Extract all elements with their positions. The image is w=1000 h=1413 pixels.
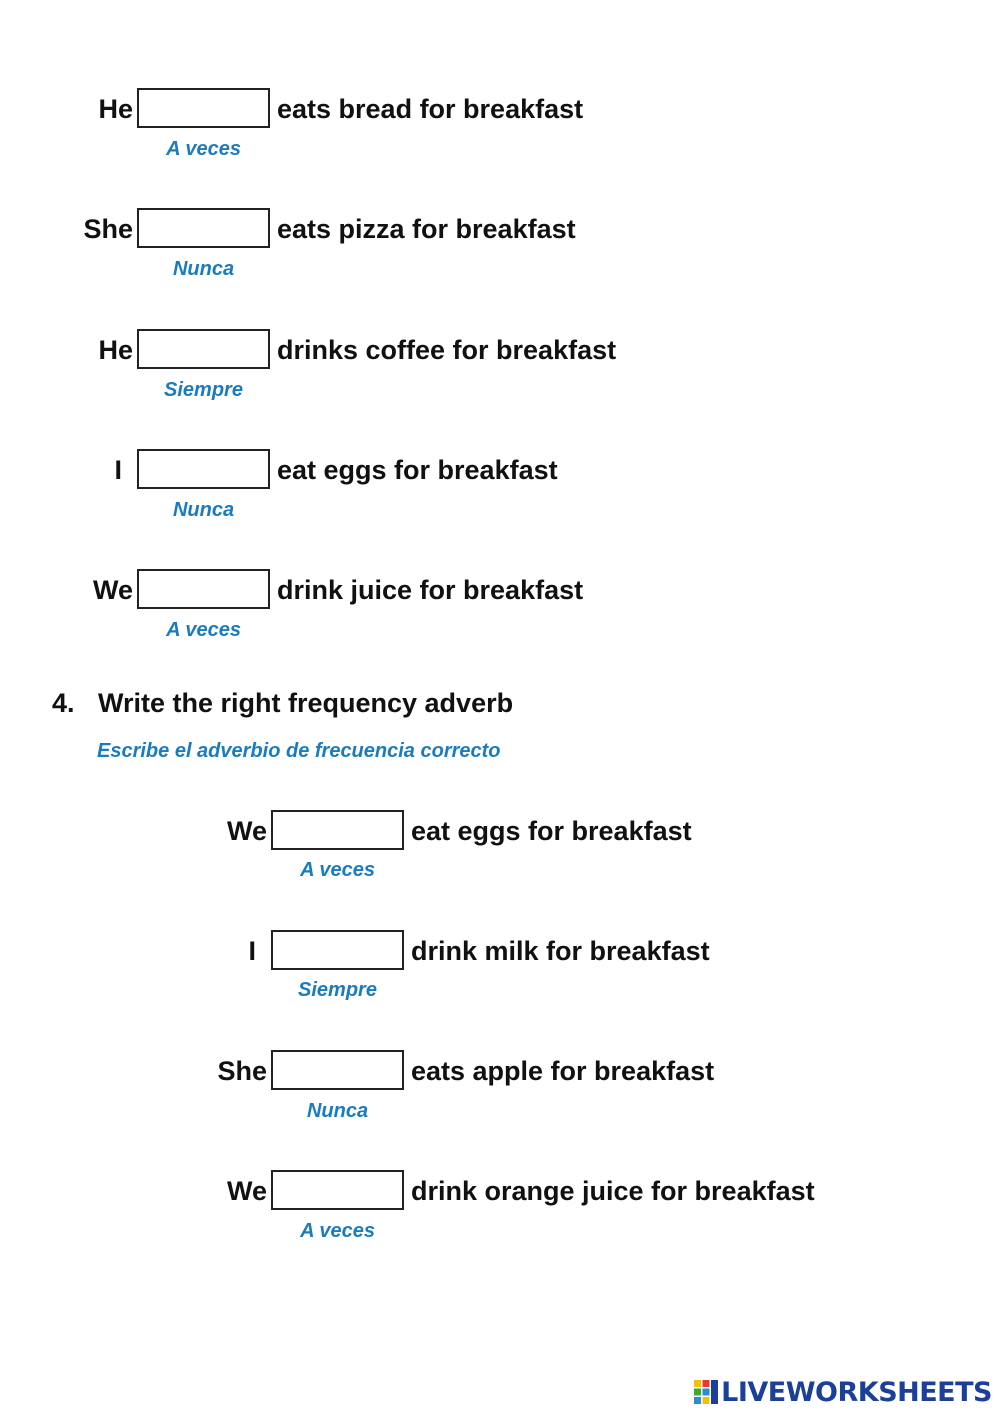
spanish-hint: Nunca: [172, 499, 235, 521]
answer-input-box[interactable]: [271, 810, 404, 850]
answer-input-box[interactable]: [137, 208, 270, 248]
sentence-text: drink milk for breakfast: [411, 936, 710, 966]
subject-label: She: [217, 1056, 267, 1086]
answer-input-box[interactable]: [271, 1050, 404, 1090]
subject-label: I: [114, 455, 122, 485]
section-subtitle: Escribe el adverbio de frecuencia correcto: [97, 740, 501, 762]
sentence-text: eats pizza for breakfast: [277, 214, 576, 244]
answer-input-box[interactable]: [271, 930, 404, 970]
subject-label: We: [92, 575, 133, 605]
section-number: 4.: [52, 688, 75, 718]
subject-label: She: [83, 214, 133, 244]
sentence-text: drink orange juice for breakfast: [411, 1176, 815, 1206]
spanish-hint: A veces: [300, 859, 375, 881]
answer-input-box[interactable]: [137, 88, 270, 128]
subject-label: He: [98, 335, 133, 365]
spanish-hint: Siempre: [298, 979, 377, 1001]
sentence-text: eat eggs for breakfast: [411, 816, 692, 846]
sentence-text: drinks coffee for breakfast: [277, 335, 617, 365]
answer-input-box[interactable]: [137, 449, 270, 489]
answer-input-box[interactable]: [271, 1170, 404, 1210]
spanish-hint: A veces: [166, 138, 241, 160]
sentence-text: eats apple for breakfast: [411, 1056, 715, 1086]
answer-input-box[interactable]: [137, 569, 270, 609]
section-title: Write the right frequency adverb: [98, 688, 514, 718]
sentence-text: drink juice for breakfast: [277, 575, 584, 605]
spanish-hint: A veces: [166, 619, 241, 641]
brand-footer: [693, 1377, 992, 1407]
spanish-hint: Nunca: [306, 1100, 369, 1122]
section-heading: [52, 688, 513, 719]
brand-name: LIVEWORKSHEETS: [721, 1376, 992, 1408]
spanish-hint: A veces: [300, 1220, 375, 1242]
subject-label: We: [226, 816, 267, 846]
subject-label: We: [226, 1176, 267, 1206]
subject-label: He: [98, 94, 133, 124]
subject-label: I: [248, 936, 256, 966]
answer-input-box[interactable]: [137, 329, 270, 369]
spanish-hint: Siempre: [164, 379, 243, 401]
sentence-text: eat eggs for breakfast: [277, 455, 558, 485]
sentence-text: eats bread for breakfast: [277, 94, 584, 124]
spanish-hint: Nunca: [172, 258, 235, 280]
liveworksheets-logo-icon: [693, 1379, 719, 1405]
